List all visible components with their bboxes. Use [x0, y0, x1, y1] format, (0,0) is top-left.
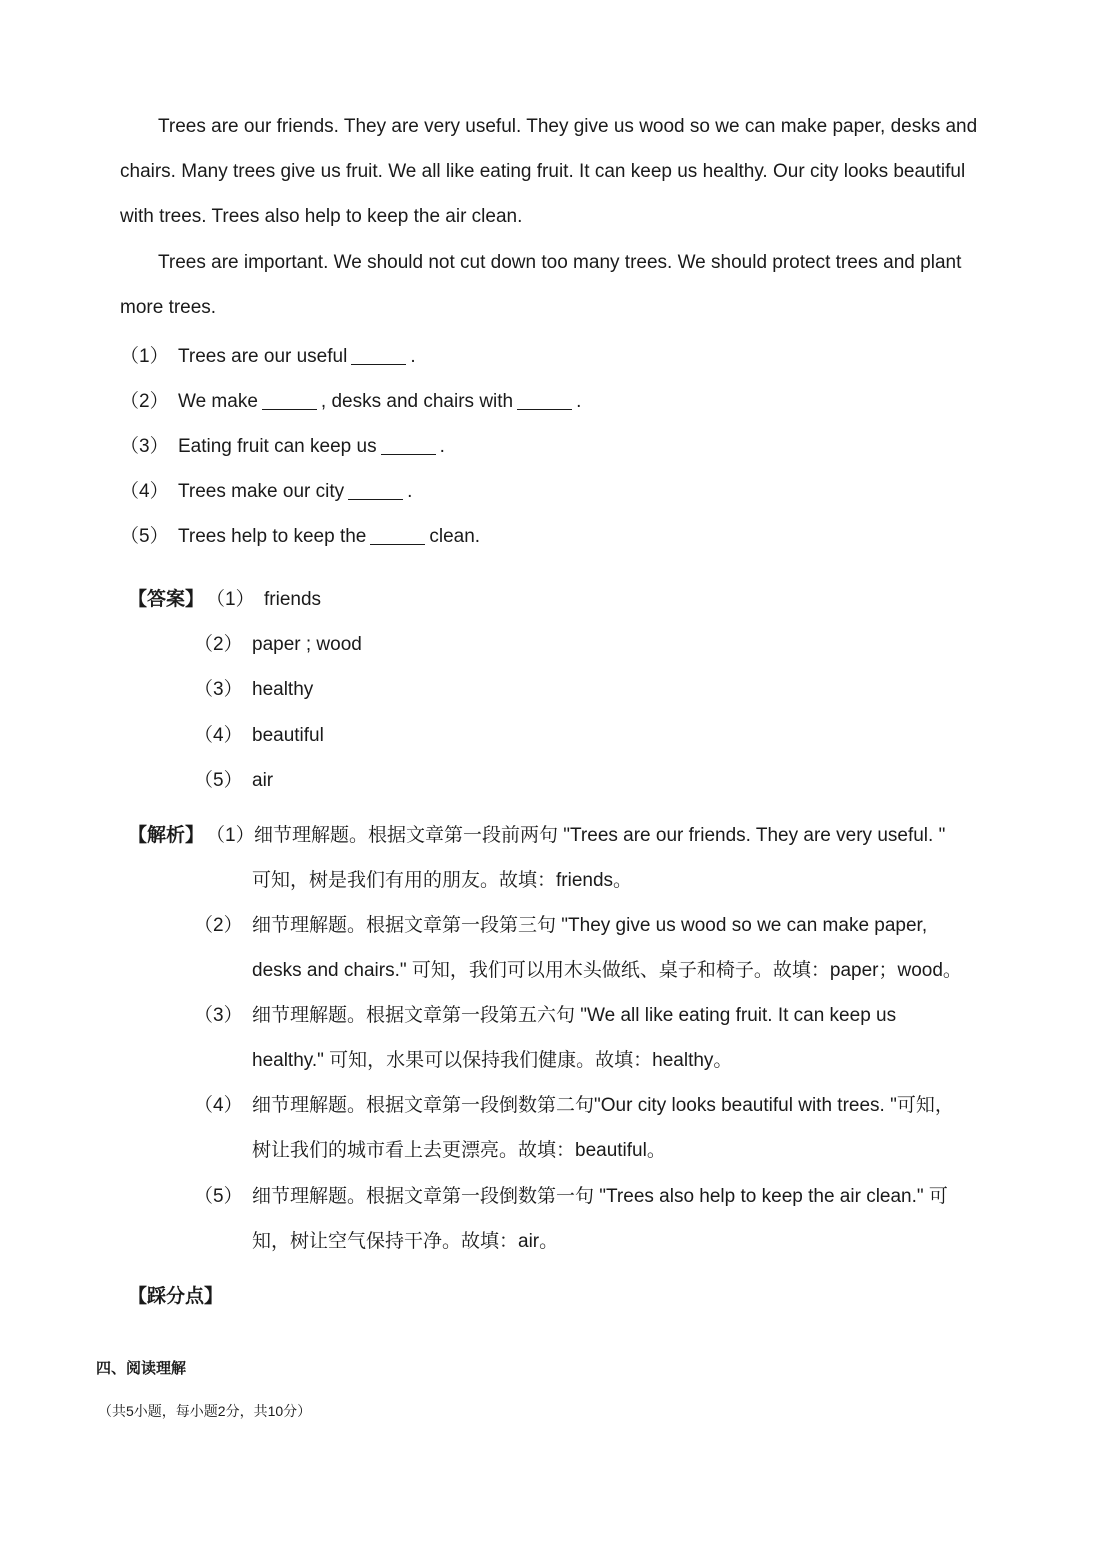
- question-number: （4）: [120, 481, 169, 502]
- question-number: （1）: [120, 346, 169, 367]
- answer-item: （3） healthy: [194, 679, 314, 700]
- analysis-item-4-line1: （4） 细节理解题。根据文章第一段倒数第二句"Our city looks beautiful with trees. "可知，: [194, 1095, 954, 1116]
- question-1: （1） Trees are our useful .: [120, 341, 416, 368]
- passage-p1-line3: with trees. Trees also help to keep the air clean.: [120, 206, 523, 227]
- answer-item: （4） beautiful: [194, 725, 324, 746]
- passage-p1-line2: chairs. Many trees give us fruit. We all like eating fruit. It can keep us healthy. Our city looks beautiful: [120, 161, 966, 182]
- analysis-item-5-line2: 知，树让空气保持干净。故填：air。: [252, 1231, 559, 1252]
- answer-blank[interactable]: [517, 391, 572, 410]
- answer-blank[interactable]: [351, 346, 406, 365]
- passage-p2-line2: more trees.: [120, 297, 217, 318]
- question-5: （5） Trees help to keep the clean.: [120, 521, 480, 548]
- answer-item: （2） paper ; wood: [194, 634, 362, 655]
- answer-item: （1） friends: [206, 589, 322, 610]
- question-number: （3）: [120, 436, 169, 457]
- answer-blank[interactable]: [370, 526, 425, 545]
- question-number: （5）: [120, 526, 169, 547]
- question-4: （4） Trees make our city .: [120, 476, 412, 503]
- question-2: （2） We make , desks and chairs with .: [120, 386, 581, 413]
- answer-label: 【答案】: [128, 589, 205, 610]
- answer-blank[interactable]: [262, 391, 317, 410]
- analysis-item-1-line2: 可知，树是我们有用的朋友。故填：friends。: [252, 870, 633, 891]
- analysis-item-5-line1: （5） 细节理解题。根据文章第一段倒数第一句 "Trees also help to keep the air clean." 可: [194, 1186, 948, 1207]
- passage-p2-line1: Trees are important. We should not cut down too many trees. We should protect trees and plant: [158, 252, 962, 273]
- analysis-item-2-line1: （2） 细节理解题。根据文章第一段第三句 "They give us wood so we can make paper,: [194, 915, 928, 936]
- passage-p1-line1: Trees are our friends. They are very useful. They give us wood so we can make paper, desks and: [158, 116, 978, 137]
- points-label: 【踩分点】: [128, 1286, 224, 1307]
- question-3: （3） Eating fruit can keep us .: [120, 431, 445, 458]
- analysis-item-3-line2: healthy." 可知，水果可以保持我们健康。故填：healthy。: [252, 1050, 733, 1071]
- answer-blank[interactable]: [348, 481, 403, 500]
- question-number: （2）: [120, 391, 169, 412]
- answer-item: （5） air: [194, 770, 274, 791]
- answer-blank[interactable]: [381, 436, 436, 455]
- analysis-label: 【解析】: [128, 825, 205, 846]
- analysis-item-4-line2: 树让我们的城市看上去更漂亮。故填：beautiful。: [252, 1140, 666, 1161]
- section-note: （共5小题，每小题2分，共10分）: [98, 1403, 312, 1419]
- analysis-item-2-line2: desks and chairs." 可知，我们可以用木头做纸、桌子和椅子。故填：paper；wood。: [252, 960, 962, 981]
- section-title: 四、阅读理解: [96, 1360, 187, 1377]
- analysis-item-3-line1: （3） 细节理解题。根据文章第一段第五六句 "We all like eating fruit. It can keep us: [194, 1005, 897, 1026]
- analysis-item-1-line1: （1）细节理解题。根据文章第一段前两句 "Trees are our friends. They are very useful. ": [206, 825, 946, 846]
